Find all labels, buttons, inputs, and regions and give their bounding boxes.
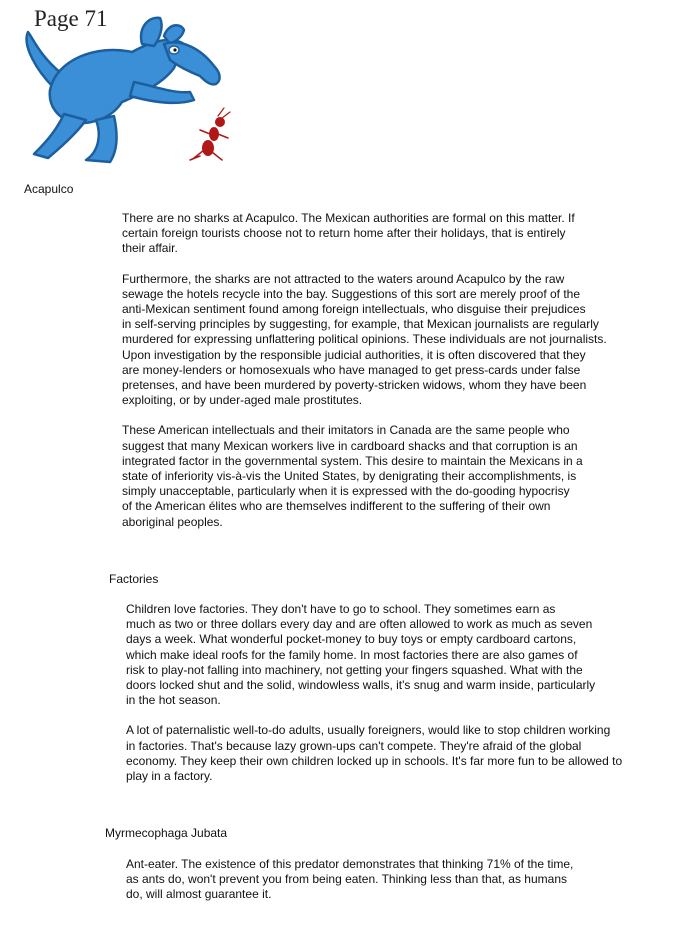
text-line: certain foreign tourists choose not to return home after their holidays, that is entirely [122,226,566,241]
text-line: There are no sharks at Acapulco. The Mexican authorities are formal on this matter. If [122,211,575,225]
text-line: integrated factor in the governmental system. This desire to maintain the Mexicans in a [122,453,583,468]
text-line: play in a factory. [126,769,213,784]
paragraph [126,723,622,784]
paragraph [122,211,607,257]
paragraph [122,272,607,409]
text-line: economy. They keep their own children locked up in schools. It's far more fun to be allowed to [126,753,623,768]
text-line: Children love factories. They don't have to go to school. They sometimes earn as [126,602,556,616]
text-line: are money-lenders or homosexuals who have managed to get press-cards under false [122,362,581,377]
paragraph [126,857,573,903]
paragraph [122,423,607,529]
text-line: aboriginal peoples. [122,514,223,529]
text-line: pretenses, and have been murdered by poverty-stricken widows, whom they have been [122,378,587,393]
page-number-title: Page 71 [34,6,108,31]
section-body-myrmecophaga [126,857,573,918]
section-body-factories [126,602,622,799]
text-line: as ants do, won't prevent you from being eaten. Thinking less than that, as humans [126,872,567,887]
text-line: Ant-eater. The existence of this predator demonstrates that thinking 71% of the time, [126,857,574,871]
text-line: in factories. That's because lazy grown-ups can't compete. They're afraid of the global [126,738,582,753]
text-line: which make ideal roofs for the family home. In most factories there are also games of [126,647,578,662]
text-line: sewage the hotels recycle into the bay. Suggestions of this sort are merely proof of the [122,286,581,301]
anteater-illustration [14,10,244,170]
text-line: in self-serving principles by suggesting, for example, that Mexican journalists are regularly [122,317,599,332]
text-line: exploiting, or by under-aged male prostitutes. [122,393,363,408]
blue-anteater-icon [27,18,220,162]
text-line: do, will almost guarantee it. [126,887,272,902]
text-line: in the hot season. [126,693,221,708]
red-ant-icon [190,108,230,160]
section-title-myrmecophaga: Myrmecophaga Jubata [105,826,228,840]
section-title-acapulco: Acapulco [24,182,74,196]
text-line: suggest that many Mexican workers live in cardboard shacks and that corruption is an [122,438,578,453]
text-line: These American intellectuals and their imitators in Canada are the same people who [122,423,570,438]
text-line: murdered for expressing unflattering political opinions. These individuals are not journalists. [122,332,607,347]
section-title-factories: Factories [109,572,159,586]
text-line: doors locked shut and the solid, windowless walls, it's snug and warm inside, particularly [126,678,596,693]
paragraph [126,602,622,708]
text-line: Upon investigation by the responsible judicial authorities, it is often discovered that they [122,347,586,362]
text-line: simply unacceptable, particularly when it is expressed with the do-gooding hypocrisy [122,484,570,499]
text-line: A lot of paternalistic well-to-do adults, usually foreigners, would like to stop children working [126,723,611,738]
text-line: state of inferiority vis-à-vis the United States, by denigrating their accomplishments, is [122,469,577,484]
text-line: of the American élites who are themselves indifferent to the suffering of their own [122,499,551,514]
text-line: much as two or three dollars every day and are often allowed to work as much as seven [126,617,593,632]
text-line: anti-Mexican sentiment found among foreign intellectuals, who disguise their prejudices [122,302,586,317]
text-line: their affair. [122,241,178,256]
text-line: Furthermore, the sharks are not attracted to the waters around Acapulco by the raw [122,271,565,286]
text-line: risk to play-not falling into machinery, not getting your fingers squashed. What with the [126,662,583,677]
text-line: days a week. What wonderful pocket-money to buy toys or empty cardboard cartons, [126,632,577,647]
section-body-acapulco [122,211,607,545]
